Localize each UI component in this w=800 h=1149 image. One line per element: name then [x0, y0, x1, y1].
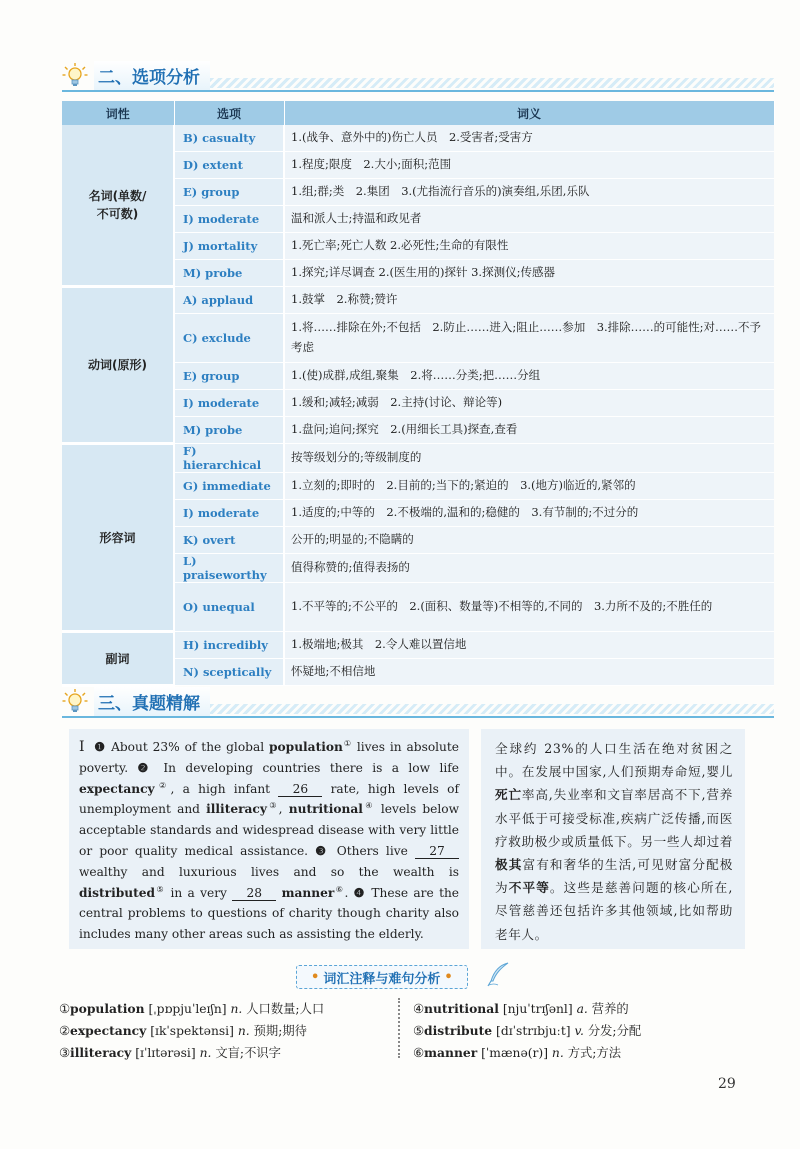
entry-definition: 方式;方法 — [567, 1046, 622, 1060]
category-label: 动词(原形) — [88, 358, 147, 372]
meaning-cell: 1.盘问;追问;探究 2.(用细长工具)探查,查看 — [284, 417, 774, 444]
entry-pos: v. — [574, 1024, 584, 1038]
option-cell: N) sceptically — [174, 659, 284, 686]
meaning-cell: 1.适度的;中等的 2.不极端的,温和的;稳健的 3.有节制的;不过分的 — [284, 500, 774, 527]
option-cell: L) praiseworthy — [174, 554, 284, 583]
meaning-cell: 1.死亡率;死亡人数 2.必死性;生命的有限性 — [284, 233, 774, 260]
category-label: 不可数) — [96, 207, 139, 221]
passage-text: rate, high levels of unemployment and — [79, 781, 460, 817]
meaning-cell: 1.程度;限度 2.大小;面积;范围 — [284, 152, 774, 179]
table-row — [62, 632, 774, 659]
option-cell: I) moderate — [174, 500, 284, 527]
section-title: 三、真题精解 — [94, 687, 210, 716]
entry-pos: n. — [199, 1046, 212, 1060]
table-row — [62, 287, 774, 314]
header-option: 选项 — [174, 101, 284, 125]
translation-keyword: 死亡 — [495, 787, 522, 803]
note-ref: ⑤ — [154, 884, 166, 894]
option-cell: D) extent — [174, 152, 284, 179]
table-row — [62, 125, 774, 152]
blank-28[interactable]: 28 — [232, 886, 276, 901]
note-ref: ③ — [266, 801, 279, 811]
keyword: nutritional — [288, 802, 363, 817]
category-cell — [62, 287, 174, 444]
entry-word: distribute — [424, 1023, 493, 1038]
keyword: manner — [281, 885, 335, 900]
translation-keyword: 极其 — [495, 857, 523, 873]
meaning-cell: 怀疑地;不相信地 — [284, 659, 774, 686]
option-cell: A) applaud — [174, 287, 284, 314]
category-cell — [62, 444, 174, 632]
meaning-cell: 公开的;明显的;不隐瞒的 — [284, 527, 774, 554]
section-header-passage — [62, 686, 774, 718]
option-cell: C) exclude — [174, 314, 284, 363]
meaning-cell: 1.极端地;极其 2.令人难以置信地 — [284, 632, 774, 659]
option-cell: B) casualty — [174, 125, 284, 152]
entry-word: nutritional — [424, 1001, 499, 1016]
lightbulb-icon — [62, 62, 88, 88]
glossary-left — [59, 998, 389, 1064]
option-cell: J) mortality — [174, 233, 284, 260]
meaning-cell: 值得称赞的;值得表扬的 — [284, 554, 774, 583]
entry-definition: 营养的 — [591, 1002, 629, 1016]
page-number: 29 — [718, 1076, 736, 1092]
bullet-dot: • — [311, 969, 320, 985]
glossary-entry — [413, 1042, 753, 1064]
section-title: 二、选项分析 — [94, 61, 210, 90]
entry-number: ① — [59, 1002, 71, 1016]
note-ref: ⑥ — [334, 884, 345, 894]
entry-pos: n. — [237, 1024, 250, 1038]
passage-text: Others live — [336, 843, 408, 858]
keyword: distributed — [79, 885, 155, 900]
meaning-cell: 1.探究;详尽调查 2.(医生用的)探针 3.探测仪;传感器 — [284, 260, 774, 287]
entry-number: ④ — [413, 1002, 425, 1016]
option-cell: K) overt — [174, 527, 284, 554]
translation-keyword: 不平等 — [508, 880, 550, 896]
bullet-dot: • — [444, 969, 453, 985]
badge-label: 词汇注释与难句分析 — [323, 971, 441, 987]
passage-text: About 23% of the global — [111, 740, 265, 754]
section-header-options — [62, 60, 774, 92]
entry-phonetic: [ɪˈlɪtərəsi] — [135, 1046, 196, 1060]
category-cell — [62, 632, 174, 686]
sentence-marker: ❸ — [315, 843, 330, 858]
entry-word: population — [70, 1001, 145, 1016]
passage-text: levels below acceptable standards and widespread disease with very little or poor quality medical assistance. — [79, 802, 460, 858]
entry-word: illiteracy — [70, 1045, 132, 1060]
passage-text: lives in absolute poverty. — [79, 740, 460, 775]
glossary-entry — [59, 1042, 389, 1064]
note-ref: ④ — [362, 801, 375, 811]
entry-number: ③ — [59, 1046, 71, 1060]
meaning-cell: 1.鼓掌 2.称赞;赞许 — [284, 287, 774, 314]
header-decoration — [210, 78, 774, 88]
option-cell: O) unequal — [174, 583, 284, 632]
table-row — [62, 444, 774, 473]
entry-definition: 分发;分配 — [587, 1024, 642, 1038]
blank-27[interactable]: 27 — [415, 844, 459, 859]
vocab-analysis-badge — [296, 965, 468, 989]
option-cell: I) moderate — [174, 206, 284, 233]
entry-number: ② — [59, 1024, 71, 1038]
option-cell: E) group — [174, 179, 284, 206]
entry-phonetic: [ˌpɒpjuˈleɪʃn] — [148, 1002, 227, 1016]
meaning-cell: 按等级划分的;等级制度的 — [284, 444, 774, 473]
entry-number: ⑤ — [413, 1024, 425, 1038]
meaning-cell: 1.将……排除在外;不包括 2.防止……进入;阻止……参加 3.排除……的可能性;对……不予考虑 — [284, 314, 774, 363]
option-cell: G) immediate — [174, 473, 284, 500]
translation-text: 率高,失业率和文盲率居高不下,营养水平低于可接受标准,疾病广泛传播,而医疗救助极少或质量低下。另一些人却过着 — [495, 787, 733, 849]
meaning-cell: 1.缓和;减轻;减弱 2.主持(讨论、辩论等) — [284, 390, 774, 417]
meaning-cell: 1.不平等的;不公平的 2.(面积、数量等)不相等的,不同的 3.力所不及的;不胜任的 — [284, 583, 774, 632]
entry-definition: 人口数量;人口 — [246, 1002, 325, 1016]
entry-pos: n. — [230, 1002, 243, 1016]
keyword: population — [269, 740, 343, 754]
entry-pos: n. — [551, 1046, 564, 1060]
entry-word: expectancy — [70, 1023, 147, 1038]
english-passage — [69, 729, 469, 949]
glossary-entry — [59, 1020, 389, 1042]
meaning-cell: 1.(使)成群,成组,聚集 2.将……分类;把……分组 — [284, 363, 774, 390]
glossary-entry — [59, 998, 389, 1020]
header-pos: 词性 — [62, 101, 174, 125]
blank-26[interactable]: 26 — [278, 782, 322, 797]
entry-number: ⑥ — [413, 1046, 425, 1060]
keyword: expectancy — [79, 781, 155, 796]
meaning-cell: 1.组;群;类 2.集团 3.(尤指流行音乐的)演奏组,乐团,乐队 — [284, 179, 774, 206]
entry-pos: a. — [576, 1002, 588, 1016]
meaning-cell: 温和派人士;持温和政见者 — [284, 206, 774, 233]
sentence-marker: ❶ — [94, 740, 107, 754]
option-cell: M) probe — [174, 417, 284, 444]
note-ref: ① — [342, 738, 352, 748]
option-cell: M) probe — [174, 260, 284, 287]
entry-phonetic: [ɪkˈspektənsi] — [150, 1024, 234, 1038]
lightbulb-icon — [62, 688, 88, 714]
sentence-marker: ❹ — [353, 885, 367, 900]
glossary-divider — [398, 998, 406, 1058]
translation-text: 。这些是慈善问题的核心所在,尽管慈善还包括许多其他领域,比如帮助老年人。 — [495, 880, 733, 942]
glossary-right — [413, 998, 753, 1064]
note-ref: ② — [154, 780, 171, 790]
entry-definition: 文盲;不识字 — [215, 1046, 281, 1060]
passage-text: In developing countries there is a low life — [163, 760, 459, 775]
glossary-entry — [413, 1020, 753, 1042]
vocabulary-table — [62, 101, 775, 687]
entry-word: manner — [424, 1045, 478, 1060]
category-label: 形容词 — [99, 530, 136, 545]
passage-text: These are the central problems to questions of charity though charity also includes many other areas such as assisting the elderly. — [79, 885, 460, 942]
category-label: 副词 — [105, 651, 130, 666]
passage-text: , a high infant — [170, 781, 271, 796]
meaning-cell: 1.(战争、意外中的)伤亡人员 2.受害者;受害方 — [284, 125, 774, 152]
entry-definition: 预期;期待 — [253, 1024, 307, 1038]
header-decoration — [210, 704, 774, 714]
passage-text: . — [344, 885, 349, 900]
passage-text: wealthy and luxurious lives and so the wealth is — [79, 864, 459, 879]
passage-text: in a very — [170, 885, 227, 900]
sentence-marker: ❷ — [137, 760, 154, 775]
entry-phonetic: [ˈmænə(r)] — [481, 1046, 548, 1060]
translation-text: 富有和奢华的生活,可见财富分配极为 — [495, 857, 734, 896]
option-cell: E) group — [174, 363, 284, 390]
entry-phonetic: [dɪˈstrɪbjuːt] — [496, 1024, 571, 1038]
quill-pen-icon — [486, 961, 512, 987]
passage-text: , — [278, 802, 283, 817]
translation-text: 全球约 23%的人口生活在绝对贫困之中。在发展中国家,人们预期寿命短,婴儿 — [495, 741, 733, 780]
option-cell: I) moderate — [174, 390, 284, 417]
passage-number: I — [79, 739, 85, 755]
chinese-translation — [481, 729, 745, 949]
meaning-cell: 1.立刻的;即时的 2.目前的;当下的;紧迫的 3.(地方)临近的,紧邻的 — [284, 473, 774, 500]
entry-phonetic: [njuˈtrɪʃənl] — [502, 1002, 573, 1016]
keyword: illiteracy — [206, 802, 267, 817]
option-cell: F) hierarchical — [174, 444, 284, 473]
category-label: 名词(单数/ — [88, 189, 147, 203]
option-cell: H) incredibly — [174, 632, 284, 659]
glossary-entry — [413, 998, 753, 1020]
category-cell — [62, 125, 174, 287]
header-meaning: 词义 — [284, 101, 774, 125]
